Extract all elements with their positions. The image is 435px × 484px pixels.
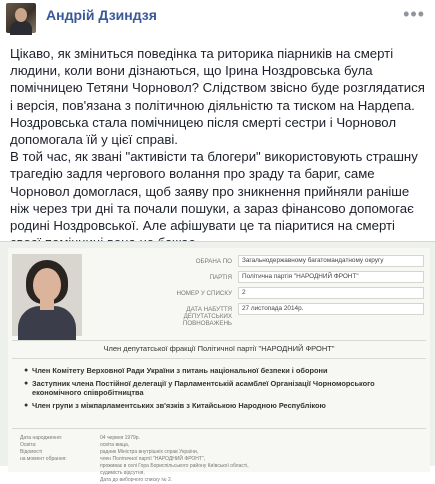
- divider: [12, 340, 426, 341]
- profile-fields: [138, 254, 428, 327]
- role-item: [24, 401, 424, 411]
- post-paragraph: В той час, як звані "активісти та блогери" використовують страшну трагедію задля чергового волання про зраду та бариг, саме Чорновол домоглася, щоб заяву про зникнення прийняли раніше ніж через три дні та почали пошуки, а зараз фінансово допомогає родині Ноздровської. Але афішувати це та піаритися на смерті: [10, 149, 418, 234]
- profile-field: [138, 286, 428, 302]
- role-text: Член групи з міжпарламентських зв'язків з Китайською Народною Республікою: [32, 400, 326, 410]
- divider: [12, 428, 426, 429]
- bio-row: [20, 442, 420, 449]
- bio-value: проживає в селі Гора Бориспільського району Київської області,: [100, 463, 249, 469]
- bio-row: [20, 449, 420, 456]
- bio-row: [20, 477, 420, 484]
- profile-field: [138, 254, 428, 270]
- field-label: НОМЕР У СПИСКУ: [176, 290, 232, 297]
- bullet-icon: ●: [24, 367, 29, 374]
- biography-block: [20, 435, 420, 484]
- profile-field: [138, 302, 428, 327]
- bio-value: освіта вища,: [100, 442, 130, 448]
- bio-value: судимість відсутня,: [100, 470, 145, 476]
- bio-value: 04 червня 1979р.: [100, 435, 140, 441]
- bio-value: член Політичної партії "НАРОДНИЙ ФРОНТ",: [100, 456, 206, 462]
- roles-list: [24, 366, 424, 413]
- author-name-link[interactable]: Андрій Дзиндзя: [46, 7, 157, 23]
- more-options-icon[interactable]: •••: [403, 4, 425, 24]
- bio-row: [20, 470, 420, 477]
- role-text: Член Комітету Верховної Ради України з питань національної безпеки і оборони: [32, 366, 328, 375]
- bio-value: радник Міністра внутрішніх справ України,: [100, 449, 199, 455]
- deputy-profile-document: [8, 248, 430, 483]
- role-item: [24, 379, 424, 398]
- bio-row: [20, 463, 420, 470]
- attached-image[interactable]: [0, 241, 435, 483]
- field-label: ПАРТІЯ: [209, 274, 232, 281]
- post-header: [0, 0, 435, 36]
- author-avatar[interactable]: [6, 3, 36, 33]
- bio-key: Освіта:: [20, 442, 37, 448]
- field-label: ОБРАНА ПО: [195, 258, 232, 265]
- post-text: [10, 45, 428, 251]
- divider: [12, 358, 426, 359]
- field-value: 27 листопада 2014р.: [238, 303, 424, 315]
- bio-row: [20, 435, 420, 442]
- faction-title: Член депутатської фракції Політичної партії "НАРОДНИЙ ФРОНТ": [103, 344, 335, 353]
- bio-key: Дата народження:: [20, 435, 63, 441]
- bio-key: Відомості: [20, 449, 43, 455]
- bullet-icon: ●: [24, 401, 29, 409]
- bio-value: Дата до виборчого списку № 2.: [100, 477, 173, 483]
- field-value: Політична партія "НАРОДНИЙ ФРОНТ": [238, 271, 424, 283]
- field-value: Загальнодержавному багатомандатному округу: [238, 255, 424, 267]
- field-value: 2: [238, 287, 424, 299]
- deputy-portrait-photo: [12, 254, 82, 336]
- bullet-icon: ●: [24, 379, 29, 387]
- role-text: Заступник члена Постійної делегації у Парламентській асамблеї Організації Чорноморського економічного співробітництва: [32, 378, 375, 398]
- bio-row: [20, 456, 420, 463]
- field-label: ДАТА НАБУТТЯ ДЕПУТАТСЬКИХ ПОВНОВАЖЕНЬ: [182, 306, 232, 327]
- bio-key: на момент обрання:: [20, 456, 67, 462]
- role-item: [24, 366, 424, 376]
- post-paragraph: Цікаво, як зміниться поведінка та риторика піарників на смерті людини, коли вони дізнаються, що Ірина Ноздровська була помічницею Тетяни Чорновол? Слідством звісно буде розглядатися і версія, пов'язана з політичною діяльністю та тиском на Нардепа. Ноздровська стала помічницею після смерті сестри і Чорновол допомогала їй у цієї справі.: [10, 46, 425, 148]
- profile-field: [138, 270, 428, 286]
